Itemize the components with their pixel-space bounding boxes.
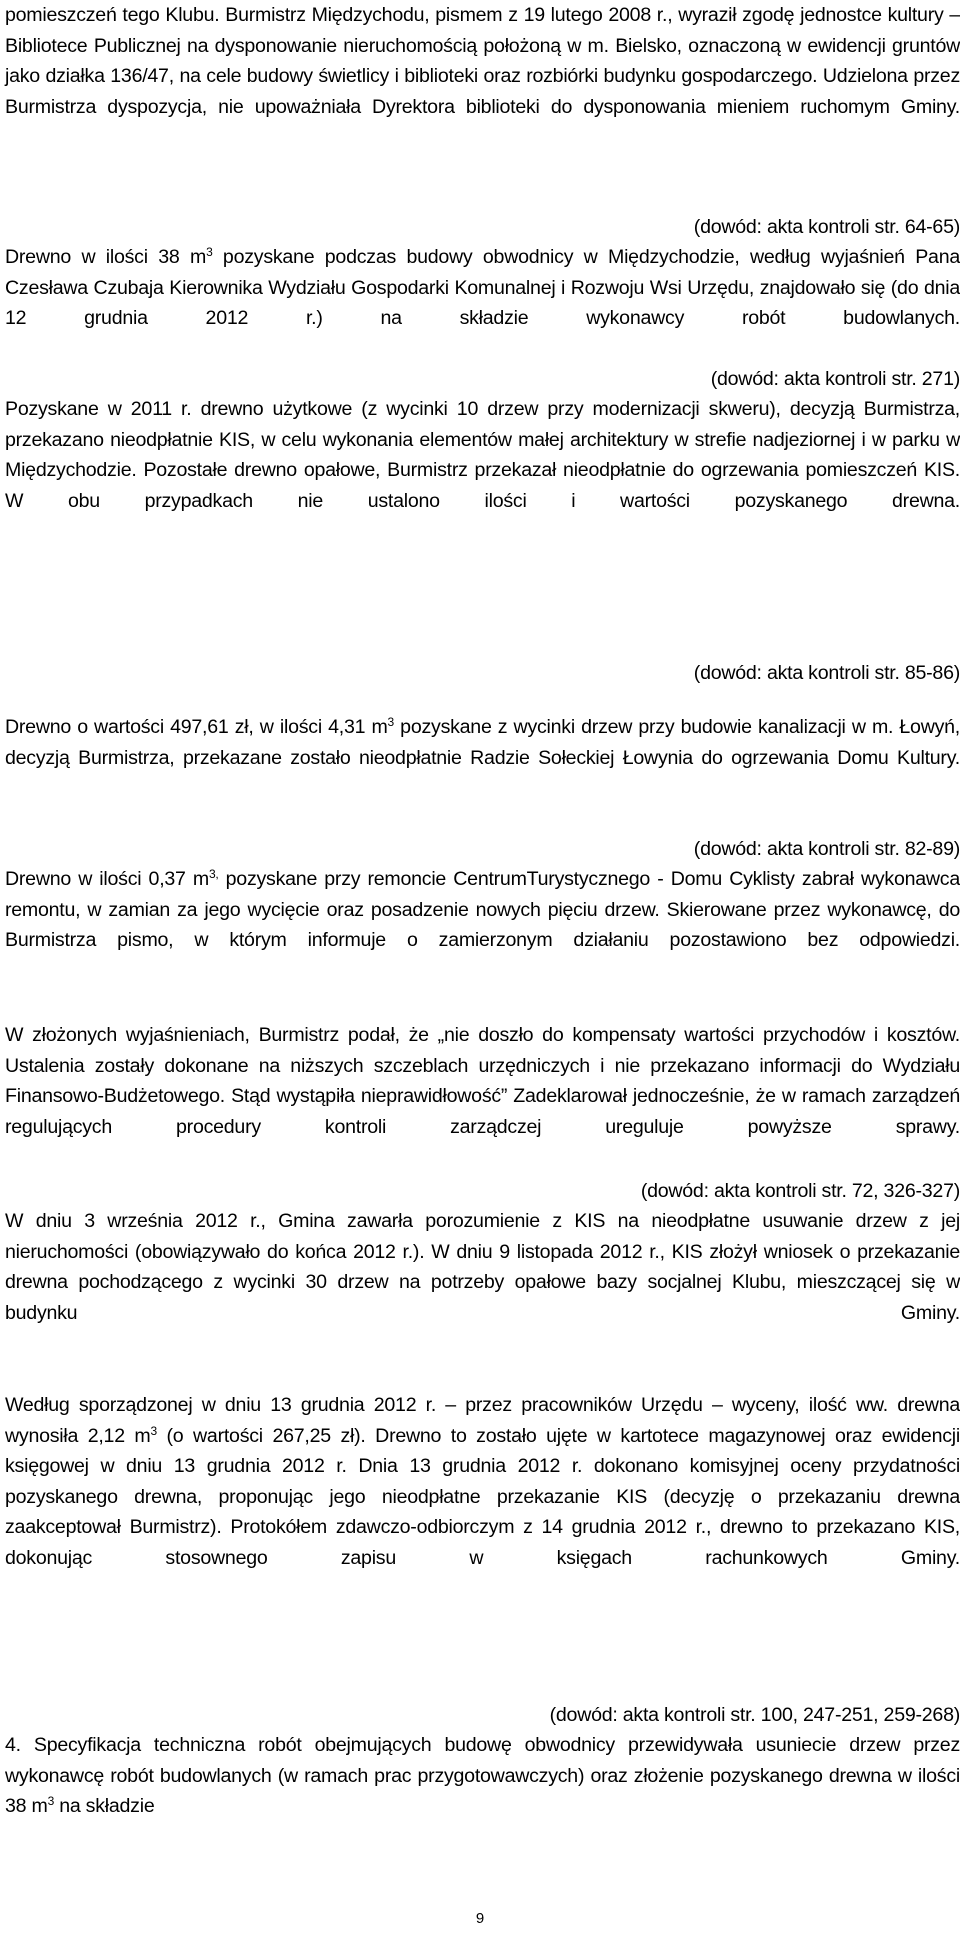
superscript: 3: [47, 1794, 54, 1808]
evidence-reference: (dowód: akta kontroli str. 72, 326-327): [640, 1180, 960, 1202]
evidence-reference: (dowód: akta kontroli str. 100, 247-251, 259-268): [549, 1704, 960, 1726]
evidence-reference: (dowód: akta kontroli str. 271): [710, 368, 960, 390]
paragraph-text: W złożonych wyjaśnieniach, Burmistrz podał, że „nie doszło do kompensaty wartości przychodów i kosztów. Ustalenia zostały dokonane na niższych szczeblach urzędniczych i nie przekazano informacji do Wydziału Finansowo-Budżetowego. Stąd wystąpiła nieprawidłowość” Zadeklarował jednocześnie, że w ramach zarządzeń regulujących procedury kontroli zarządczej ureguluje powyższe sprawy.: [5, 1024, 960, 1138]
paragraph: [5, 864, 960, 986]
paragraph: [5, 1390, 960, 1604]
paragraph-text: pozyskane podczas budowy obwodnicy w Międzychodzie, według wyjaśnień Pana Czesława Czubaja Kierownika Wydziału Gospodarki Komunalnej i Rozwoju Wsi Urzędu, znajdowało się (do dnia 12 grudnia 2012 r.) na składzie wykonawcy robót budowlanych.: [5, 246, 960, 329]
paragraph-text: na składzie: [54, 1795, 155, 1817]
paragraph-text: (o wartości 267,25 zł). Drewno to zostało ujęte w kartotece magazynowej oraz ewidencji księgowej w dniu 13 grudnia 2012 r. Dnia 13 grudnia 2012 r. dokonano komisyjnej oceny przydatności pozyskanego drewna, proponując jego nieodpłatne przekazanie KIS (decyzję o przekazaniu drewna zaakceptował Burmistrz). Protokółem zdawczo-odbiorczym z 14 grudnia 2012 r., drewno to przekazano KIS, dokonując stosownego zapisu w księgach rachunkowych Gminy.: [5, 1424, 960, 1569]
paragraph-text: Drewno w ilości 0,37 m: [5, 868, 209, 890]
paragraph: [5, 712, 960, 804]
paragraph: [5, 1206, 960, 1359]
paragraph-text: pozyskane przy remoncie CentrumTurystycznego - Domu Cyklisty zabrał wykonawca remontu, w zamian za jego wycięcie oraz posadzenie nowych pięciu drzew. Skierowane przez wykonawcę, do Burmistrza pismo, w którym informuje o zamierzonym działaniu pozostawiono bez odpowiedzi.: [5, 868, 960, 951]
paragraph: [5, 1730, 960, 1822]
paragraph-text: W dniu 3 września 2012 r., Gmina zawarła porozumienie z KIS na nieodpłatne usuwanie drzew z jej nieruchomości (obowiązywało do końca 2012 r.). W dniu 9 listopada 2012 r., KIS złożył wniosek o przekazanie drewna pochodzącego z wycinki 30 drzew na potrzeby opałowe bazy socjalnej Klubu, mieszczącej się w budynku Gminy.: [5, 1210, 960, 1324]
paragraph-text: Drewno w ilości 38 m: [5, 246, 207, 268]
superscript: 3: [387, 715, 394, 729]
paragraph-text: Drewno o wartości 497,61 zł, w ilości 4,31 m: [5, 716, 388, 738]
paragraph: [5, 0, 960, 153]
paragraph: [5, 394, 960, 547]
superscript: 3: [206, 245, 213, 259]
evidence-reference: (dowód: akta kontroli str. 64-65): [693, 216, 960, 238]
paragraph: [5, 242, 960, 364]
evidence-reference: (dowód: akta kontroli str. 82-89): [693, 838, 960, 860]
evidence-reference: (dowód: akta kontroli str. 85-86): [693, 662, 960, 684]
paragraph: [5, 1020, 960, 1173]
paragraph-text: Pozyskane w 2011 r. drewno użytkowe (z wycinki 10 drzew przy modernizacji skweru), decyzją Burmistrza, przekazano nieodpłatnie KIS, w celu wykonania elementów małej architektury w strefie nadjeziornej i w parku w Międzychodzie. Pozostałe drewno opałowe, Burmistrz przekazał nieodpłatnie do ogrzewania pomieszczeń KIS. W obu przypadkach nie ustalono ilości i wartości pozyskanego drewna.: [5, 398, 960, 512]
paragraph-text: Według sporządzonej w dniu 13 grudnia 2012 r. – przez pracowników Urzędu – wyceny, ilość ww. drewna wynosiła 2,12 m: [5, 1394, 960, 1447]
paragraph-text: pozyskane z wycinki drzew przy budowie kanalizacji w m. Łowyń, decyzją Burmistrza, przekazane zostało nieodpłatnie Radzie Sołeckiej Łowynia do ogrzewania Domu Kultury.: [5, 716, 960, 769]
superscript: 3,: [208, 867, 219, 881]
superscript: 3: [150, 1423, 157, 1438]
paragraph-text: 4. Specyfikacja techniczna robót obejmujących budowę obwodnicy przewidywała usuniecie drzew przez wykonawcę robót budowlanych (w ramach prac przygotowawczych) oraz złożenie pozyskanego drewna w ilości 38 m: [5, 1734, 960, 1817]
page-number: 9: [475, 1910, 485, 1927]
paragraph-text: pomieszczeń tego Klubu. Burmistrz Międzychodu, pismem z 19 lutego 2008 r., wyraził zgodę jednostce kultury – Bibliotece Publicznej na dysponowanie nieruchomością położoną w m. Bielsko, oznaczoną w ewidencji gruntów jako działka 136/47, na cele budowy świetlicy i biblioteki oraz rozbiórki budynku gospodarczego. Udzielona przez Burmistrza dyspozycja, nie upoważniała Dyrektora biblioteki do dysponowania mieniem ruchomym Gminy.: [5, 4, 960, 118]
